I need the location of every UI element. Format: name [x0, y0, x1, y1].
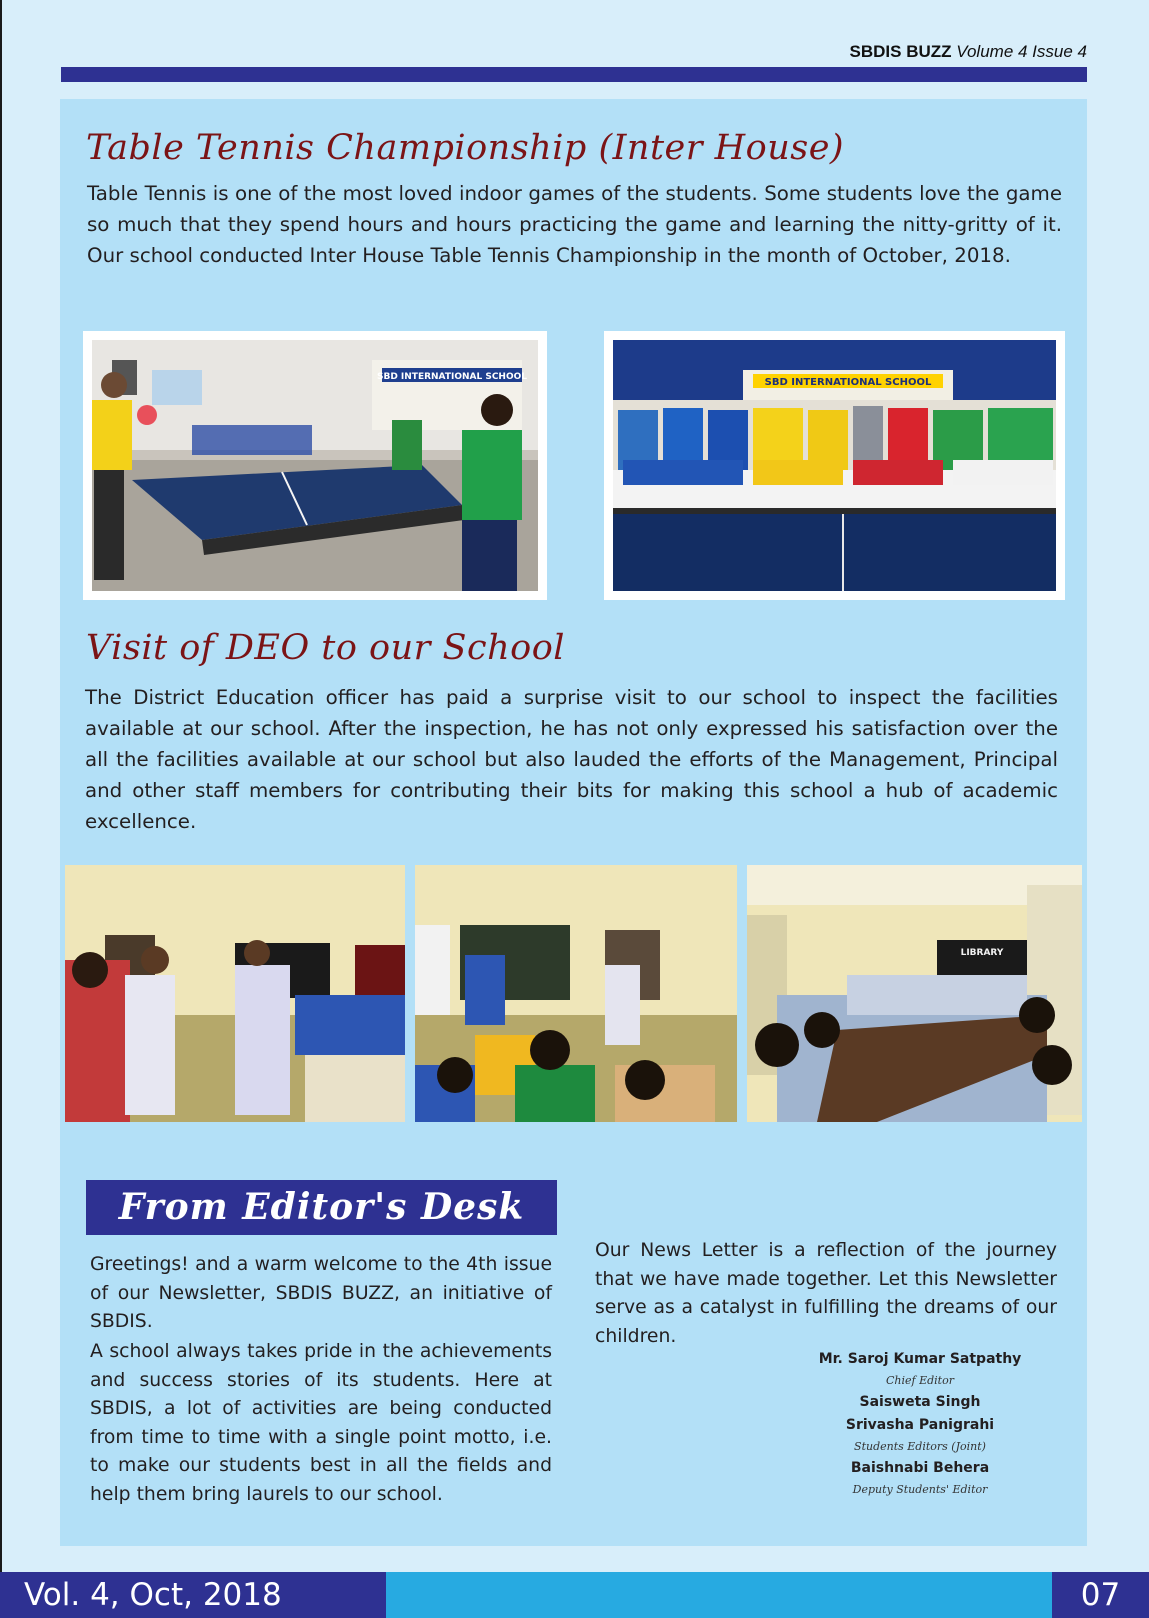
photo-banner-1: SBD INTERNATIONAL SCHOOL — [376, 372, 528, 382]
page-border — [0, 0, 2, 1618]
table-tennis-match-photo — [92, 340, 538, 591]
footer-page-number: 07 — [1052, 1572, 1149, 1618]
table-tennis-photo-2-frame — [604, 331, 1065, 600]
running-header — [850, 42, 1087, 62]
issue-label: Volume 4 Issue 4 — [956, 42, 1087, 61]
editor-para-3: Our News Letter is a reflection of the journey that we have made together. Let this Newsletter serve as a catalyst in fulfilling the dreams of our children. — [595, 1240, 1057, 1347]
signature-name: Srivasha Panigrahi — [845, 1417, 995, 1433]
table-tennis-text: Table Tennis is one of the most loved indoor games of the students. Some students love the game so much that they spend hours and hours practicing the game and learning the nitty-gritty of it. Our school conducted Inter House Table Tennis Championship in the month of October, 2018. — [87, 182, 1062, 267]
table-tennis-title: Table Tennis Championship (Inter House) — [86, 128, 845, 168]
signature-name: Mr. Saroj Kumar Satpathy — [818, 1351, 1022, 1367]
table-tennis-group-photo — [613, 340, 1056, 591]
signature-role: Students Editors (Joint) — [854, 1440, 986, 1453]
footer-bar — [386, 1572, 1052, 1618]
signature-name: Saisweta Singh — [859, 1394, 981, 1410]
editor-para-2: A school always takes pride in the achievements and success stories of its students. Here at SBDIS, a lot of activities are being conducted from time to time with a single point motto, i.e. to make our students best in all the fields and help them bring laurels to our school. — [90, 1341, 552, 1505]
library-sign: LIBRARY — [960, 948, 1004, 958]
deo-visit-photo-1 — [65, 865, 405, 1122]
editor-signatures — [800, 1348, 1040, 1500]
signature-name: Baishnabi Behera — [850, 1460, 990, 1476]
deo-visit-photo-2 — [415, 865, 737, 1122]
publication-name: SBDIS BUZZ — [849, 42, 952, 61]
footer-volume-date: Vol. 4, Oct, 2018 — [0, 1572, 386, 1618]
table-tennis-photo-1-frame — [83, 331, 547, 600]
signature-role: Deputy Students' Editor — [852, 1483, 988, 1496]
editor-desk-banner: From Editor's Desk — [86, 1180, 557, 1235]
deo-visit-photo-3 — [747, 865, 1082, 1122]
deo-visit-title: Visit of DEO to our School — [86, 628, 565, 668]
photo-banner-2: SBD INTERNATIONAL SCHOOL — [764, 377, 932, 388]
editor-para-1: Greetings! and a warm welcome to the 4th issue of our Newsletter, SBDIS BUZZ, an initiative of SBDIS. — [90, 1254, 552, 1333]
signature-role: Chief Editor — [886, 1374, 954, 1387]
deo-visit-text: The District Education officer has paid a surprise visit to our school to inspect the facilities available at our school. After the inspection, he has not only expressed his satisfaction over the all the facilities available at our school but also lauded the efforts of the Management, Principal and other staff members for contributing their bits for making this school a hub of academic excellence. — [85, 686, 1058, 833]
header-rule — [61, 67, 1087, 82]
